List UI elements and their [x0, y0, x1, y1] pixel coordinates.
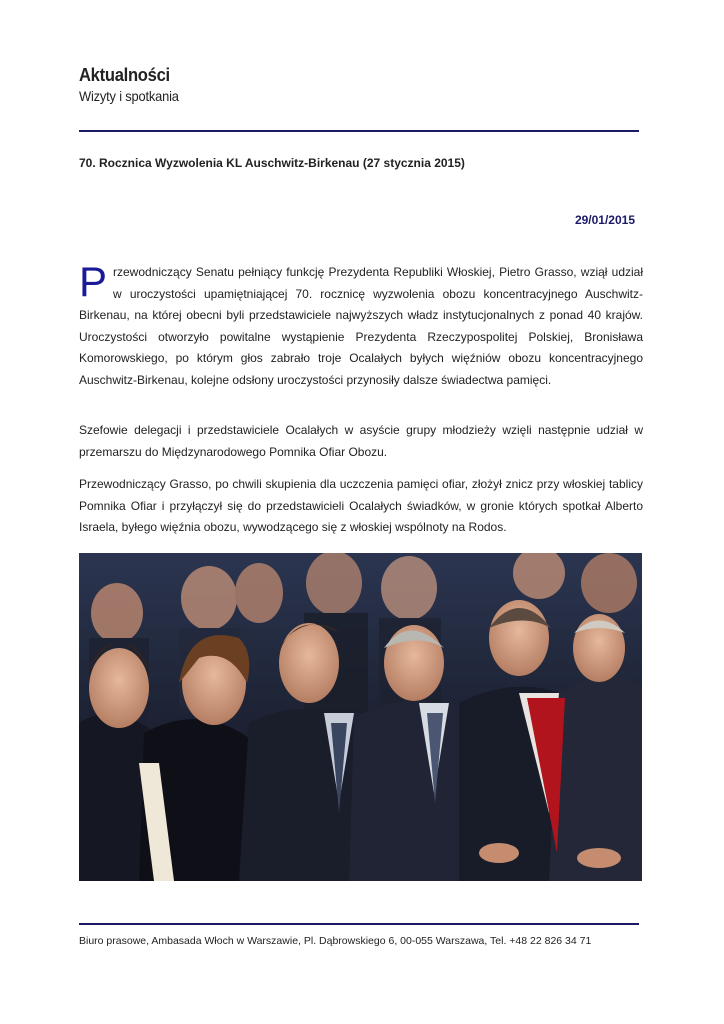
article-date: 29/01/2015 — [574, 213, 635, 227]
article-paragraph-2: Szefowie delegacji i przedstawiciele Ocalałych w asyście grupy młodzieży wzięli następnie udział w przemarszu do Międzynarodowego Pomnika Ofiar Obozu. — [79, 423, 643, 459]
header-subtitle: Wizyty i spotkania — [79, 88, 179, 104]
article-photo — [79, 553, 642, 881]
footer-contact: Biuro prasowe, Ambasada Włoch w Warszawie, Pl. Dąbrowskiego 6, 00-055 Warszawa, Tel. +48 22 826 34 71 — [79, 935, 592, 947]
top-divider — [79, 130, 639, 132]
paragraph-1-text: rzewodniczący Senatu pełniący funkcję Prezydenta Republiki Włoskiej, Pietro Grasso, wziął udział w uroczystości upamiętniającej 70. rocznicę wyzwolenia obozu koncentracyjnego Auschwitz-Birkenau, na której obecni byli przedstawiciele najwyższych władz instytucjonalnych z ponad 40 krajów. Uroczystości otworzyło powitalne wystąpienie Prezydenta Rzeczypospolitej Polskiej, Bronisława Komorowskiego, po którym głos zabrało troje Ocalałych byłych więźniów obozu koncentracyjnego Auschwitz-Birkenau, kolejne odsłony uroczystości przynosiły dalsze świadectwa pamięci. — [79, 265, 643, 387]
article-paragraph-1 — [79, 258, 643, 391]
dropcap: P — [79, 258, 108, 305]
header-title: Aktualności — [79, 65, 170, 85]
article-title: 70. Rocznica Wyzwolenia KL Auschwitz-Birkenau (27 stycznia 2015) — [79, 156, 465, 170]
article-paragraph-3: Przewodniczący Grasso, po chwili skupienia dla uczczenia pamięci ofiar, złożył znicz przy włoskiej tablicy Pomnika Ofiar i przyłączył się do przedstawicieli Ocalałych świadków, w gronie których spotkał Alberto Israela, byłego więźnia obozu, wywodzącego się z włoskiej wspólnoty na Rodos. — [79, 477, 643, 534]
bottom-divider — [79, 923, 639, 925]
